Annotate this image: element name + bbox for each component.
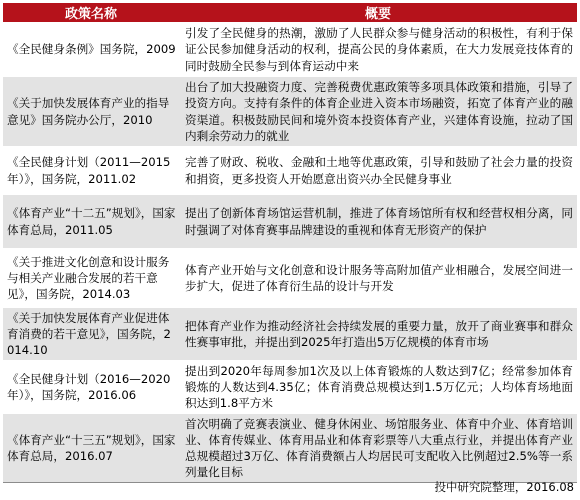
- policy-name-cell: 《全民健身计划（2016—2020年）》，国务院，2016.06: [3, 361, 179, 414]
- policy-name-cell: 《体育产业“十三五”规划》，国家体育总局，2016.07: [3, 414, 179, 483]
- table-header-row: [3, 3, 577, 23]
- column-header-policy-name: 政策名称: [3, 3, 179, 23]
- policy-summary-cell: 完善了财政、税收、金融和土地等优惠政策，引导和鼓励了社会力量的投资和捐资，更多投资人开始愿意出资兴办全民健身事业: [179, 147, 577, 195]
- policy-summary-cell: 引发了全民健身的热潮，激励了人民群众参与健身活动的积极性，有利于保证公民参加健身活动的权利，提高公民的身体素质，在大力发展竞技体育的同时鼓励全民参与到体育运动中来: [179, 23, 577, 77]
- table-row: [3, 414, 577, 483]
- table-row: [3, 361, 577, 414]
- policy-summary-cell: 提出到2020年每周参加1次及以上体育锻炼的人数达到7亿；经常参加体育锻炼的人数达到4.35亿；体育消费总规模达到1.5万亿元；人均体育场地面积达到1.8平方米: [179, 361, 577, 414]
- policy-summary-cell: 把体育产业作为推动经济社会持续发展的重要力量，放开了商业赛事和群众性赛事审批，并提出到2025年打造出5万亿规模的体育市场: [179, 308, 577, 361]
- policy-name-cell: 《体育产业“十二五”规划》，国家体育总局，2011.05: [3, 195, 179, 249]
- policy-summary-cell: 提出了创新体育场馆运营机制，推进了体育场馆所有权和经营权相分离，同时强调了对体育赛事品牌建设的重视和体育无形资产的保护: [179, 195, 577, 249]
- policy-name-cell: 《关于推进文化创意和设计服务与相关产业融合发展的若干意见》，国务院，2014.03: [3, 249, 179, 308]
- table-row: [3, 23, 577, 77]
- table-row: [3, 249, 577, 308]
- policy-summary-cell: 出台了加大投融资力度、完善税费优惠政策等多项具体政策和措施，引导了投资方向。支持有条件的体育企业进入资本市场融资，拓宽了体育产业的融资渠道。积极鼓励民间和境外资本投资体育产业，兴建体育设施，拉动了国内剩余劳动力的就业: [179, 77, 577, 147]
- policy-name-cell: 《关于加快发展体育产业促进体育消费的若干意见》，国务院，2014.10: [3, 308, 179, 361]
- table-row: [3, 77, 577, 147]
- table-row: [3, 308, 577, 361]
- policy-name-cell: 《全民健身计划（2011—2015年）》，国务院，2011.02: [3, 147, 179, 195]
- source-note: 投中研究院整理，2016.08: [434, 480, 574, 494]
- table-row: [3, 195, 577, 249]
- column-header-summary: 概要: [179, 3, 577, 23]
- policy-name-cell: 《全民健身条例》国务院，2009: [3, 23, 179, 77]
- policy-name-cell: 《关于加快发展体育产业的指导意见》国务院办公厅，2010: [3, 77, 179, 147]
- policy-summary-cell: 首次明确了竞赛表演业、健身休闲业、场馆服务业、体育中介业、体育培训业、体育传媒业、体育用品业和体育彩票等八大重点行业，并提出体育产业总规模超过3万亿、体育消费额占人均居民可支配收入比例超过2.5%等一系列量化目标: [179, 414, 577, 483]
- table-row: [3, 147, 577, 195]
- policy-summary-cell: 体育产业开始与文化创意和设计服务等高附加值产业相融合，发展空间进一步扩大，促进了体育衍生品的设计与开发: [179, 249, 577, 308]
- policy-table: [3, 3, 577, 483]
